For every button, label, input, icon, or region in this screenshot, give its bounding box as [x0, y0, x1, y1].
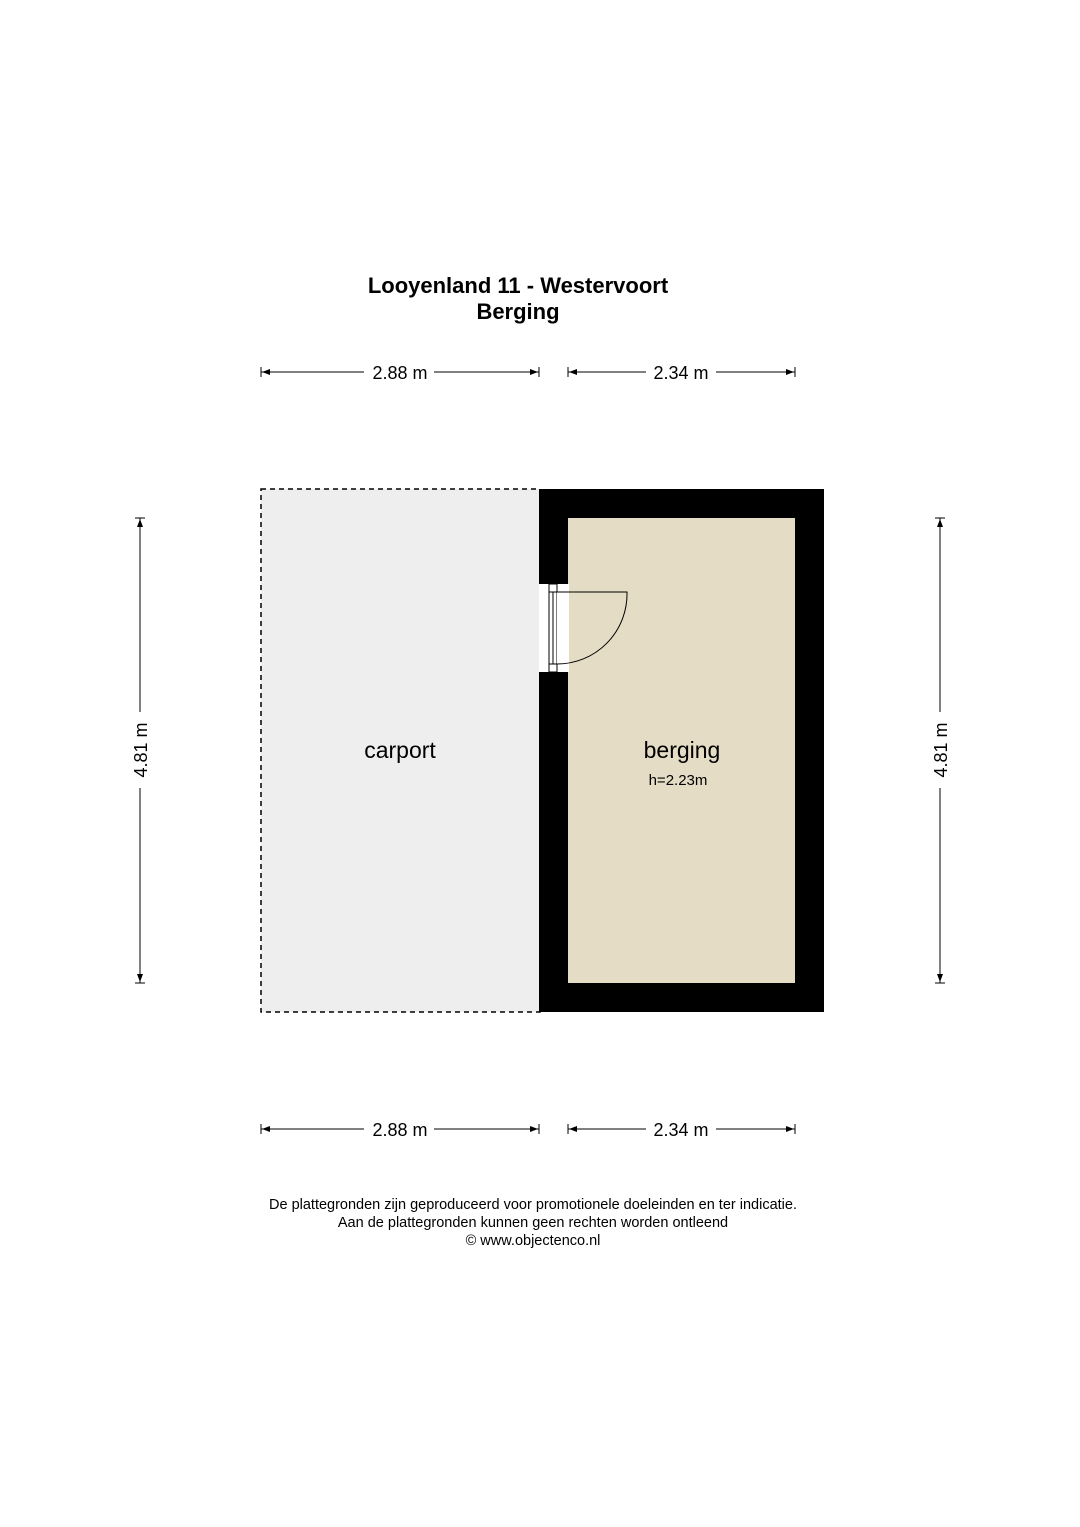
plan-subtitle: Berging	[476, 299, 560, 324]
dim-bottom-left-label: 2.88 m	[372, 1120, 428, 1140]
dimension-bottom-right	[568, 1120, 795, 1140]
dim-right-label: 4.81 m	[931, 722, 951, 778]
berging-height-label: h=2.23m	[648, 772, 708, 789]
dimension-top-right	[568, 363, 795, 383]
dim-left-label: 4.81 m	[131, 722, 151, 778]
dimension-left	[131, 518, 151, 983]
dim-top-left-label: 2.88 m	[372, 363, 428, 383]
carport-label: carport	[364, 737, 436, 763]
copyright-line: © www.objectenco.nl	[465, 1233, 601, 1249]
disclaimer-line-1: De plattegronden zijn geproduceerd voor promotionele doeleinden en ter indicatie.	[269, 1197, 797, 1213]
dimension-top-left	[261, 363, 539, 383]
berging-label: berging	[643, 737, 721, 763]
dim-top-right-label: 2.34 m	[653, 363, 709, 383]
disclaimer-line-2: Aan de plattegronden kunnen geen rechten worden ontleend	[337, 1215, 729, 1231]
dimension-bottom-left	[261, 1120, 539, 1140]
dimension-right	[931, 518, 951, 983]
plan-title: Looyenland 11 - Westervoort	[367, 273, 669, 298]
dim-bottom-right-label: 2.34 m	[653, 1120, 709, 1140]
